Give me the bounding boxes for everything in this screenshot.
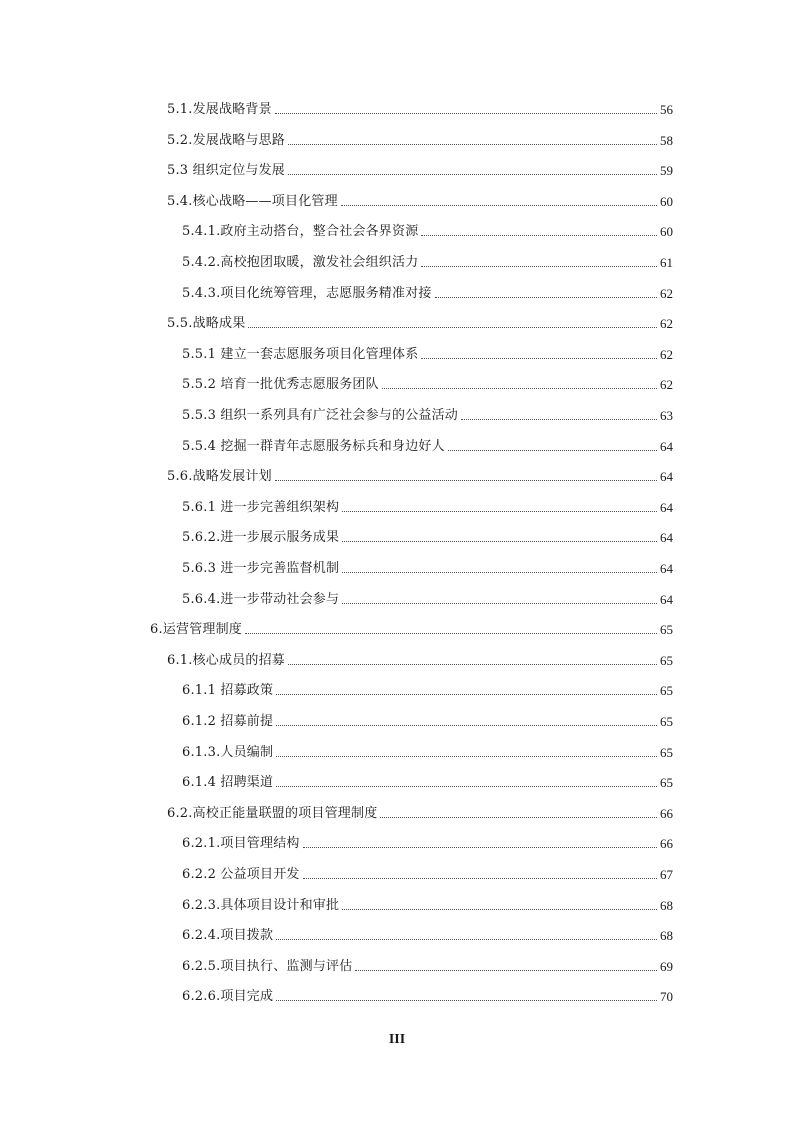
toc-dot-leader — [448, 449, 657, 451]
toc-entry-title: 5.1.发展战略背景 — [167, 102, 272, 117]
toc-entry-page: 61 — [660, 255, 673, 270]
page-number: III — [388, 1032, 406, 1047]
toc-entry[interactable] — [182, 586, 673, 608]
toc-dot-leader — [421, 265, 657, 267]
toc-entry-page: 66 — [660, 805, 673, 821]
toc-entry-title: 6.1.3.人员编制 — [182, 744, 274, 760]
toc-entry-title: 6.1.2 招募前提 — [182, 714, 274, 729]
toc-dot-leader — [275, 112, 657, 114]
toc-entry-title: 5.6.战略发展计划 — [167, 469, 272, 485]
toc-entry-page: 65 — [660, 683, 673, 699]
toc-dot-leader — [421, 234, 657, 236]
toc-entry-title: 5.5.3 组织一系列具有广泛社会参与的公益活动 — [182, 408, 459, 423]
toc-entry[interactable] — [182, 249, 673, 271]
toc-entry[interactable] — [182, 280, 673, 302]
toc-dot-leader — [380, 816, 657, 818]
toc-dot-leader — [303, 846, 657, 848]
toc-entry-page: 60 — [660, 224, 673, 240]
toc-entry-title: 6.2.1.项目管理结构 — [182, 836, 300, 852]
toc-entry-page: 62 — [660, 377, 673, 393]
toc-entry-title: 5.4.1.政府主动搭台，整合社会各界资源 — [182, 224, 419, 240]
toc-entry-title: 6.2.高校正能量联盟的项目管理制度 — [167, 805, 378, 821]
toc-entry-page: 66 — [660, 836, 673, 852]
toc-entry-page: 62 — [660, 285, 673, 301]
toc-entry[interactable] — [182, 739, 673, 761]
toc-entry[interactable] — [182, 769, 673, 791]
toc-dot-leader — [276, 785, 657, 787]
toc-entry[interactable] — [167, 127, 673, 149]
toc-entry-title: 5.6.2.进一步展示服务成果 — [182, 530, 340, 546]
toc-entry-title: 6.2.3.具体项目设计和审批 — [182, 897, 340, 913]
toc-entry-page: 60 — [660, 193, 673, 209]
toc-dot-leader — [355, 969, 657, 971]
toc-entry[interactable] — [167, 188, 673, 210]
toc-entry[interactable] — [167, 463, 673, 485]
toc-entry-title: 5.5.1 建立一套志愿服务项目化管理体系 — [182, 346, 419, 362]
toc-entry-page: 70 — [660, 989, 673, 1005]
toc-entry-title: 6.1.4 招聘渠道 — [182, 775, 274, 791]
toc-entry-title: 5.4.2.高校抱团取暖，激发社会组织活力 — [182, 255, 419, 270]
toc-entry-title: 5.5.2 培育一批优秀志愿服务团队 — [182, 377, 379, 393]
toc-entry[interactable] — [182, 953, 673, 975]
toc-entry-title: 6.2.6.项目完成 — [182, 989, 274, 1005]
toc-entry-page: 62 — [660, 316, 673, 332]
toc-entry-title: 5.2.发展战略与思路 — [167, 132, 286, 148]
toc-dot-leader — [342, 602, 657, 604]
toc-entry-title: 5.6.3 进一步完善监督机制 — [182, 561, 340, 576]
toc-dot-leader — [342, 510, 657, 512]
toc-entry-page: 58 — [660, 132, 673, 148]
toc-entry[interactable] — [182, 402, 673, 424]
toc-entry-title: 6.2.4.项目拨款 — [182, 928, 274, 944]
toc-entry-page: 64 — [660, 469, 673, 485]
toc-entry[interactable] — [182, 433, 673, 455]
toc-entry[interactable] — [182, 861, 673, 883]
toc-entry[interactable] — [182, 494, 673, 516]
toc-entry-page: 65 — [660, 744, 673, 760]
toc-entry-page: 56 — [660, 102, 673, 117]
toc-dot-leader — [245, 632, 657, 634]
toc-dot-leader — [276, 938, 657, 940]
toc-entry[interactable] — [150, 616, 673, 638]
toc-entry-title: 5.6.1 进一步完善组织架构 — [182, 499, 340, 515]
toc-entry-title: 5.4.3.项目化统筹管理，志愿服务精准对接 — [182, 285, 432, 301]
toc-entry-page: 65 — [660, 622, 673, 638]
toc-entry-page: 64 — [660, 438, 673, 454]
toc-entry-page: 64 — [660, 561, 673, 576]
toc-dot-leader — [421, 357, 657, 359]
toc-dot-leader — [248, 326, 657, 328]
toc-entry-title: 5.5.4 挖掘一群青年志愿服务标兵和身边好人 — [182, 438, 445, 454]
toc-entry-page: 67 — [660, 867, 673, 882]
toc-entry-title: 5.3 组织定位与发展 — [167, 163, 286, 179]
toc-entry[interactable] — [182, 892, 673, 914]
toc-entry-page: 65 — [660, 652, 673, 668]
toc-entry-page: 65 — [660, 775, 673, 791]
toc-entry-title: 5.5.战略成果 — [167, 316, 246, 332]
toc-entry[interactable] — [182, 983, 673, 1005]
toc-entry-page: 59 — [660, 163, 673, 179]
toc-dot-leader — [275, 479, 657, 481]
toc-entry-title: 6.运营管理制度 — [150, 622, 243, 638]
toc-entry-page: 69 — [660, 958, 673, 974]
toc-entry-title: 5.6.4.进一步带动社会参与 — [182, 591, 340, 607]
toc-entry-title: 6.1.核心成员的招募 — [167, 652, 286, 668]
toc-dot-leader — [303, 877, 657, 879]
toc-entry[interactable] — [182, 341, 673, 363]
toc-entry-page: 64 — [660, 530, 673, 546]
toc-entry-title: 6.1.1 招募政策 — [182, 683, 274, 699]
toc-entry[interactable] — [182, 524, 673, 546]
toc-dot-leader — [461, 418, 657, 420]
toc-entry-title: 5.4.核心战略——项目化管理 — [167, 193, 338, 209]
toc-entry-page: 68 — [660, 928, 673, 944]
toc-entry-title: 6.2.5.项目执行、监测与评估 — [182, 958, 353, 974]
toc-entry-page: 62 — [660, 346, 673, 362]
toc-entry-page: 65 — [660, 714, 673, 729]
toc-entry[interactable] — [167, 96, 673, 118]
toc-entry[interactable] — [182, 555, 673, 577]
toc-dot-leader — [342, 571, 657, 573]
toc-entry[interactable] — [167, 647, 673, 669]
toc-dot-leader — [276, 999, 657, 1001]
toc-dot-leader — [288, 663, 657, 665]
toc-dot-leader — [276, 693, 657, 695]
toc-entry-page: 64 — [660, 591, 673, 607]
toc-dot-leader — [382, 387, 657, 389]
toc-dot-leader — [288, 143, 657, 145]
toc-entry-page: 68 — [660, 897, 673, 913]
toc-entry[interactable] — [182, 677, 673, 699]
toc-entry[interactable] — [182, 371, 673, 393]
toc-entry[interactable] — [167, 157, 673, 179]
toc-dot-leader — [342, 908, 657, 910]
toc-dot-leader — [435, 296, 657, 298]
toc-entry-title: 6.2.2 公益项目开发 — [182, 867, 300, 882]
toc-entry-page: 63 — [660, 408, 673, 423]
toc-entry[interactable] — [182, 708, 673, 730]
toc-entry[interactable] — [167, 310, 673, 332]
toc-dot-leader — [341, 204, 657, 206]
toc-entry-page: 64 — [660, 499, 673, 515]
toc-dot-leader — [276, 724, 657, 726]
toc-dot-leader — [276, 755, 657, 757]
toc-entry[interactable] — [182, 218, 673, 240]
toc-entry[interactable] — [182, 922, 673, 944]
toc-entry[interactable] — [182, 830, 673, 852]
toc-entry[interactable] — [167, 800, 673, 822]
toc-dot-leader — [342, 540, 657, 542]
toc-dot-leader — [288, 173, 657, 175]
